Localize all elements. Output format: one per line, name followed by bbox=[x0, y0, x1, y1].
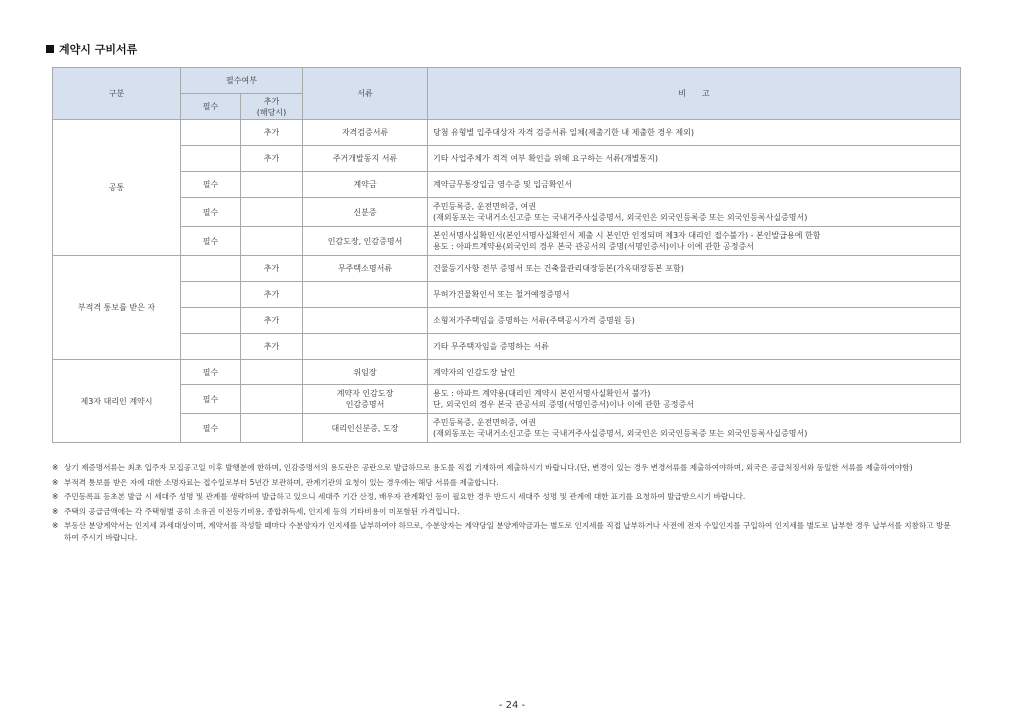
header-category: 구분 bbox=[53, 68, 181, 120]
remarks-cell: 주민등록증, 운전면허증, 여권 (재외동포는 국내거소신고증 또는 국내거주사실증명서, 외국인은 외국인등록증 또는 외국인등록사실증명서) bbox=[428, 198, 961, 227]
required-cell: 필수 bbox=[181, 414, 241, 443]
group-label: 제3자 대리인 계약시 bbox=[53, 360, 181, 443]
additional-cell bbox=[241, 227, 303, 256]
table-row bbox=[53, 360, 961, 385]
document-cell: 무주택소명서류 bbox=[303, 256, 428, 282]
remarks-cell: 건물등기사항 전부 증명서 또는 건축물관리대장등본(가옥대장등본 포함) bbox=[428, 256, 961, 282]
note-text: 부적격 통보를 받은 자에 대한 소명자료는 접수일로부터 5년간 보관하며, 관계기관의 요청이 있는 경우에는 해당 서류를 제출합니다. bbox=[64, 477, 499, 487]
document-cell bbox=[303, 282, 428, 308]
additional-cell: 추가 bbox=[241, 334, 303, 360]
group-label: 부적격 통보를 받은 자 bbox=[53, 256, 181, 360]
additional-cell: 추가 bbox=[241, 256, 303, 282]
table-row bbox=[53, 172, 961, 198]
note-text: 주민등록표 등초본 발급 시 세대주 성명 및 관계를 생략하여 발급하고 있으니 세대주 기간 산정, 배우자 관계확인 등이 필요한 경우 반드시 세대주 성명 및 관계에 대한 표기를 요청하여 발급받으시기 바랍니다. bbox=[64, 492, 746, 501]
required-cell bbox=[181, 120, 241, 146]
table-row bbox=[53, 308, 961, 334]
page-number: - 24 - bbox=[498, 700, 526, 711]
table-row bbox=[53, 227, 961, 256]
note-mark: ※ bbox=[52, 492, 59, 501]
required-cell bbox=[181, 282, 241, 308]
table-row bbox=[53, 256, 961, 282]
table-row bbox=[53, 414, 961, 443]
additional-cell bbox=[241, 198, 303, 227]
note-item bbox=[52, 506, 957, 518]
note-text: 주택의 공급금액에는 각 주택형별 공히 소유권 이전등기비용, 종합취득세, 인지세 등의 기타비용이 미포함된 가격입니다. bbox=[64, 506, 460, 516]
document-cell: 주거개발동지 서류 bbox=[303, 146, 428, 172]
additional-cell bbox=[241, 172, 303, 198]
additional-cell: 추가 bbox=[241, 282, 303, 308]
note-mark: ※ bbox=[52, 477, 59, 487]
note-item bbox=[52, 477, 957, 489]
required-cell bbox=[181, 146, 241, 172]
header-required-status: 필수여부 bbox=[181, 68, 303, 94]
remarks-cell: 소형저가주택임을 증명하는 서류(주택공시가격 증명원 등) bbox=[428, 308, 961, 334]
document-cell: 신분증 bbox=[303, 198, 428, 227]
table-row bbox=[53, 198, 961, 227]
required-cell: 필수 bbox=[181, 172, 241, 198]
remarks-cell: 주민등록증, 운전면허증, 여권 (재외동포는 국내거소신고증 또는 국내거주사실증명서, 외국인은 외국인등록증 또는 외국인등록사실증명서) bbox=[428, 414, 961, 443]
required-cell: 필수 bbox=[181, 227, 241, 256]
document-cell: 계약금 bbox=[303, 172, 428, 198]
additional-cell bbox=[241, 360, 303, 385]
square-bullet-icon bbox=[46, 45, 54, 53]
group-label: 공통 bbox=[53, 120, 181, 256]
document-cell bbox=[303, 308, 428, 334]
header-required: 필수 bbox=[181, 94, 241, 120]
document-cell: 대리인신분증, 도장 bbox=[303, 414, 428, 443]
additional-cell bbox=[241, 414, 303, 443]
additional-cell: 추가 bbox=[241, 146, 303, 172]
required-cell bbox=[181, 334, 241, 360]
remarks-cell: 계약금무통장입금 영수증 및 입금확인서 bbox=[428, 172, 961, 198]
table-row bbox=[53, 120, 961, 146]
remarks-cell: 기타 사업주체가 적격 여부 확인을 위해 요구하는 서류(개별통지) bbox=[428, 146, 961, 172]
table-row bbox=[53, 146, 961, 172]
note-item bbox=[52, 491, 957, 503]
remarks-cell: 무허가건물확인서 또는 철거예정증명서 bbox=[428, 282, 961, 308]
document-cell: 인감도장, 인감증명서 bbox=[303, 227, 428, 256]
note-item bbox=[52, 520, 957, 543]
note-text: 상기 제증명서류는 최초 입주자 모집공고일 이후 발행분에 한하며, 인감증명서의 용도란은 공란으로 발급하므로 용도를 직접 기재하여 제출하시기 바랍니다.(단, 변경이 있는 경우 변경서류를 제출하여야하며, 외국은 공급처징서와 동일한 서류를 제출하여야함) bbox=[64, 463, 913, 472]
required-cell: 필수 bbox=[181, 385, 241, 414]
additional-cell bbox=[241, 385, 303, 414]
note-text: 부동산 분양계약서는 인지세 과세대상이며, 계약서를 작성할 때마다 수분양자가 인지세를 납부하여야 하므로, 수분양자는 계약당일 분양계약금과는 별도로 인지세를 직접 납부하거나 사전에 전자 수입인지를 구입하여 인지세를 별도로 납부한 경우 납부서를 지참하고 방문하여 주시기 바랍니다. bbox=[64, 521, 951, 542]
note-mark: ※ bbox=[52, 463, 59, 472]
required-cell bbox=[181, 308, 241, 334]
remarks-cell: 당첨 유형별 입주대상자 자격 검증서류 일체(제출기한 내 제출한 경우 제외) bbox=[428, 120, 961, 146]
additional-cell: 추가 bbox=[241, 308, 303, 334]
remarks-cell: 기타 무주택자임을 증명하는 서류 bbox=[428, 334, 961, 360]
note-item bbox=[52, 462, 957, 474]
section-title-text: 계약시 구비서류 bbox=[59, 43, 138, 56]
remarks-cell: 본인서명사실확인서(본인서명사실확인서 제출 시 본인만 인정되며 제3자 대리인 접수불가) - 본인발급용에 한함 용도 : 아파트계약용(외국인의 경우 본국 관공서의 증명(서명인증서)이나 이에 관한 공정증서 bbox=[428, 227, 961, 256]
required-cell: 필수 bbox=[181, 360, 241, 385]
document-cell: 자격검증서류 bbox=[303, 120, 428, 146]
header-additional: 추가 (해당시) bbox=[241, 94, 303, 120]
required-documents-table bbox=[52, 67, 961, 443]
additional-cell: 추가 bbox=[241, 120, 303, 146]
table-row bbox=[53, 334, 961, 360]
header-remarks: 비 고 bbox=[428, 68, 961, 120]
section-title bbox=[46, 41, 137, 57]
header-document: 서류 bbox=[303, 68, 428, 120]
notes bbox=[52, 462, 957, 546]
note-mark: ※ bbox=[52, 506, 59, 516]
table-row bbox=[53, 282, 961, 308]
table-row bbox=[53, 385, 961, 414]
note-mark: ※ bbox=[52, 521, 59, 530]
required-cell: 필수 bbox=[181, 198, 241, 227]
document-cell bbox=[303, 334, 428, 360]
document-cell: 위임장 bbox=[303, 360, 428, 385]
document-cell: 계약자 인감도장 인감증명서 bbox=[303, 385, 428, 414]
remarks-cell: 용도 : 아파트 계약용(대리인 계약시 본인서명사실확인서 불가) 단, 외국인의 경우 본국 관공서의 증명(서명인증서)이나 이에 관한 공정증서 bbox=[428, 385, 961, 414]
required-cell bbox=[181, 256, 241, 282]
remarks-cell: 계약자의 인감도장 날인 bbox=[428, 360, 961, 385]
